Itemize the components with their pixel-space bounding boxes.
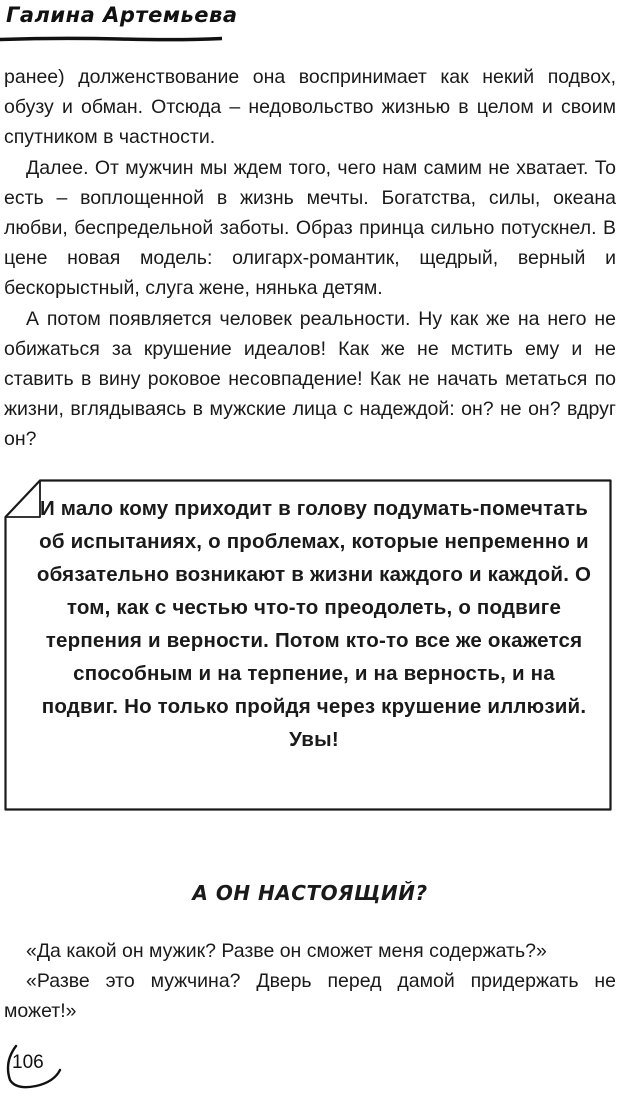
- page-number: 106: [12, 1052, 44, 1073]
- paragraph: Далее. От мужчин мы ждем того, чего нам самим не хватает. То есть – воплощенной в жизнь мечты. Богатства, силы, океана любви, беспредельной заботы. Образ принца сильно потускнел. В цене новая модель: олигарх-романтик, щедрый, верный и бескорыстный, слуга жене, нянька детям.: [4, 156, 616, 300]
- header-author: Галина Артемьева: [6, 3, 238, 27]
- paragraph: ранее) долженствование она воспринимает как некий подвох, обузу и обман. Отсюда – недовольство жизнью в целом и своим спутником в частности.: [4, 66, 616, 149]
- paragraph: А потом появляется человек реальности. Ну как же на него не обижаться за крушение идеалов! Как же не мстить ему и не ставить в вину роковое несовпадение! Как не начать метаться по жизни, вглядываясь в мужские лица с надеждой: он? не он? вдруг он?: [4, 307, 616, 451]
- quote-line: «Да какой он мужик? Разве он сможет меня содержать?»: [26, 940, 547, 962]
- page-number-badge: [2, 1040, 62, 1090]
- header-underline: [0, 36, 222, 42]
- quote-block: [4, 936, 616, 1027]
- section-title: А ОН НАСТОЯЩИЙ?: [192, 881, 428, 905]
- quote-line: «Разве это мужчина? Дверь перед дамой придержать не может!»: [4, 970, 616, 1023]
- body-text: [4, 62, 616, 455]
- callout-box: [4, 479, 612, 811]
- running-header: [0, 0, 620, 46]
- callout-text: И мало кому приходит в голову подумать-помечтать об испытаниях, о проблемах, которые непременно и обязательно возникают в жизни каждого и каждой. О том, как с честью что-то преодолеть, о подвиге терпения и верности. Потом кто-то все же окажется способным и на терпение, и на верность, и на подвиг. Но только пройдя через крушение иллюзий. Увы!: [36, 497, 592, 751]
